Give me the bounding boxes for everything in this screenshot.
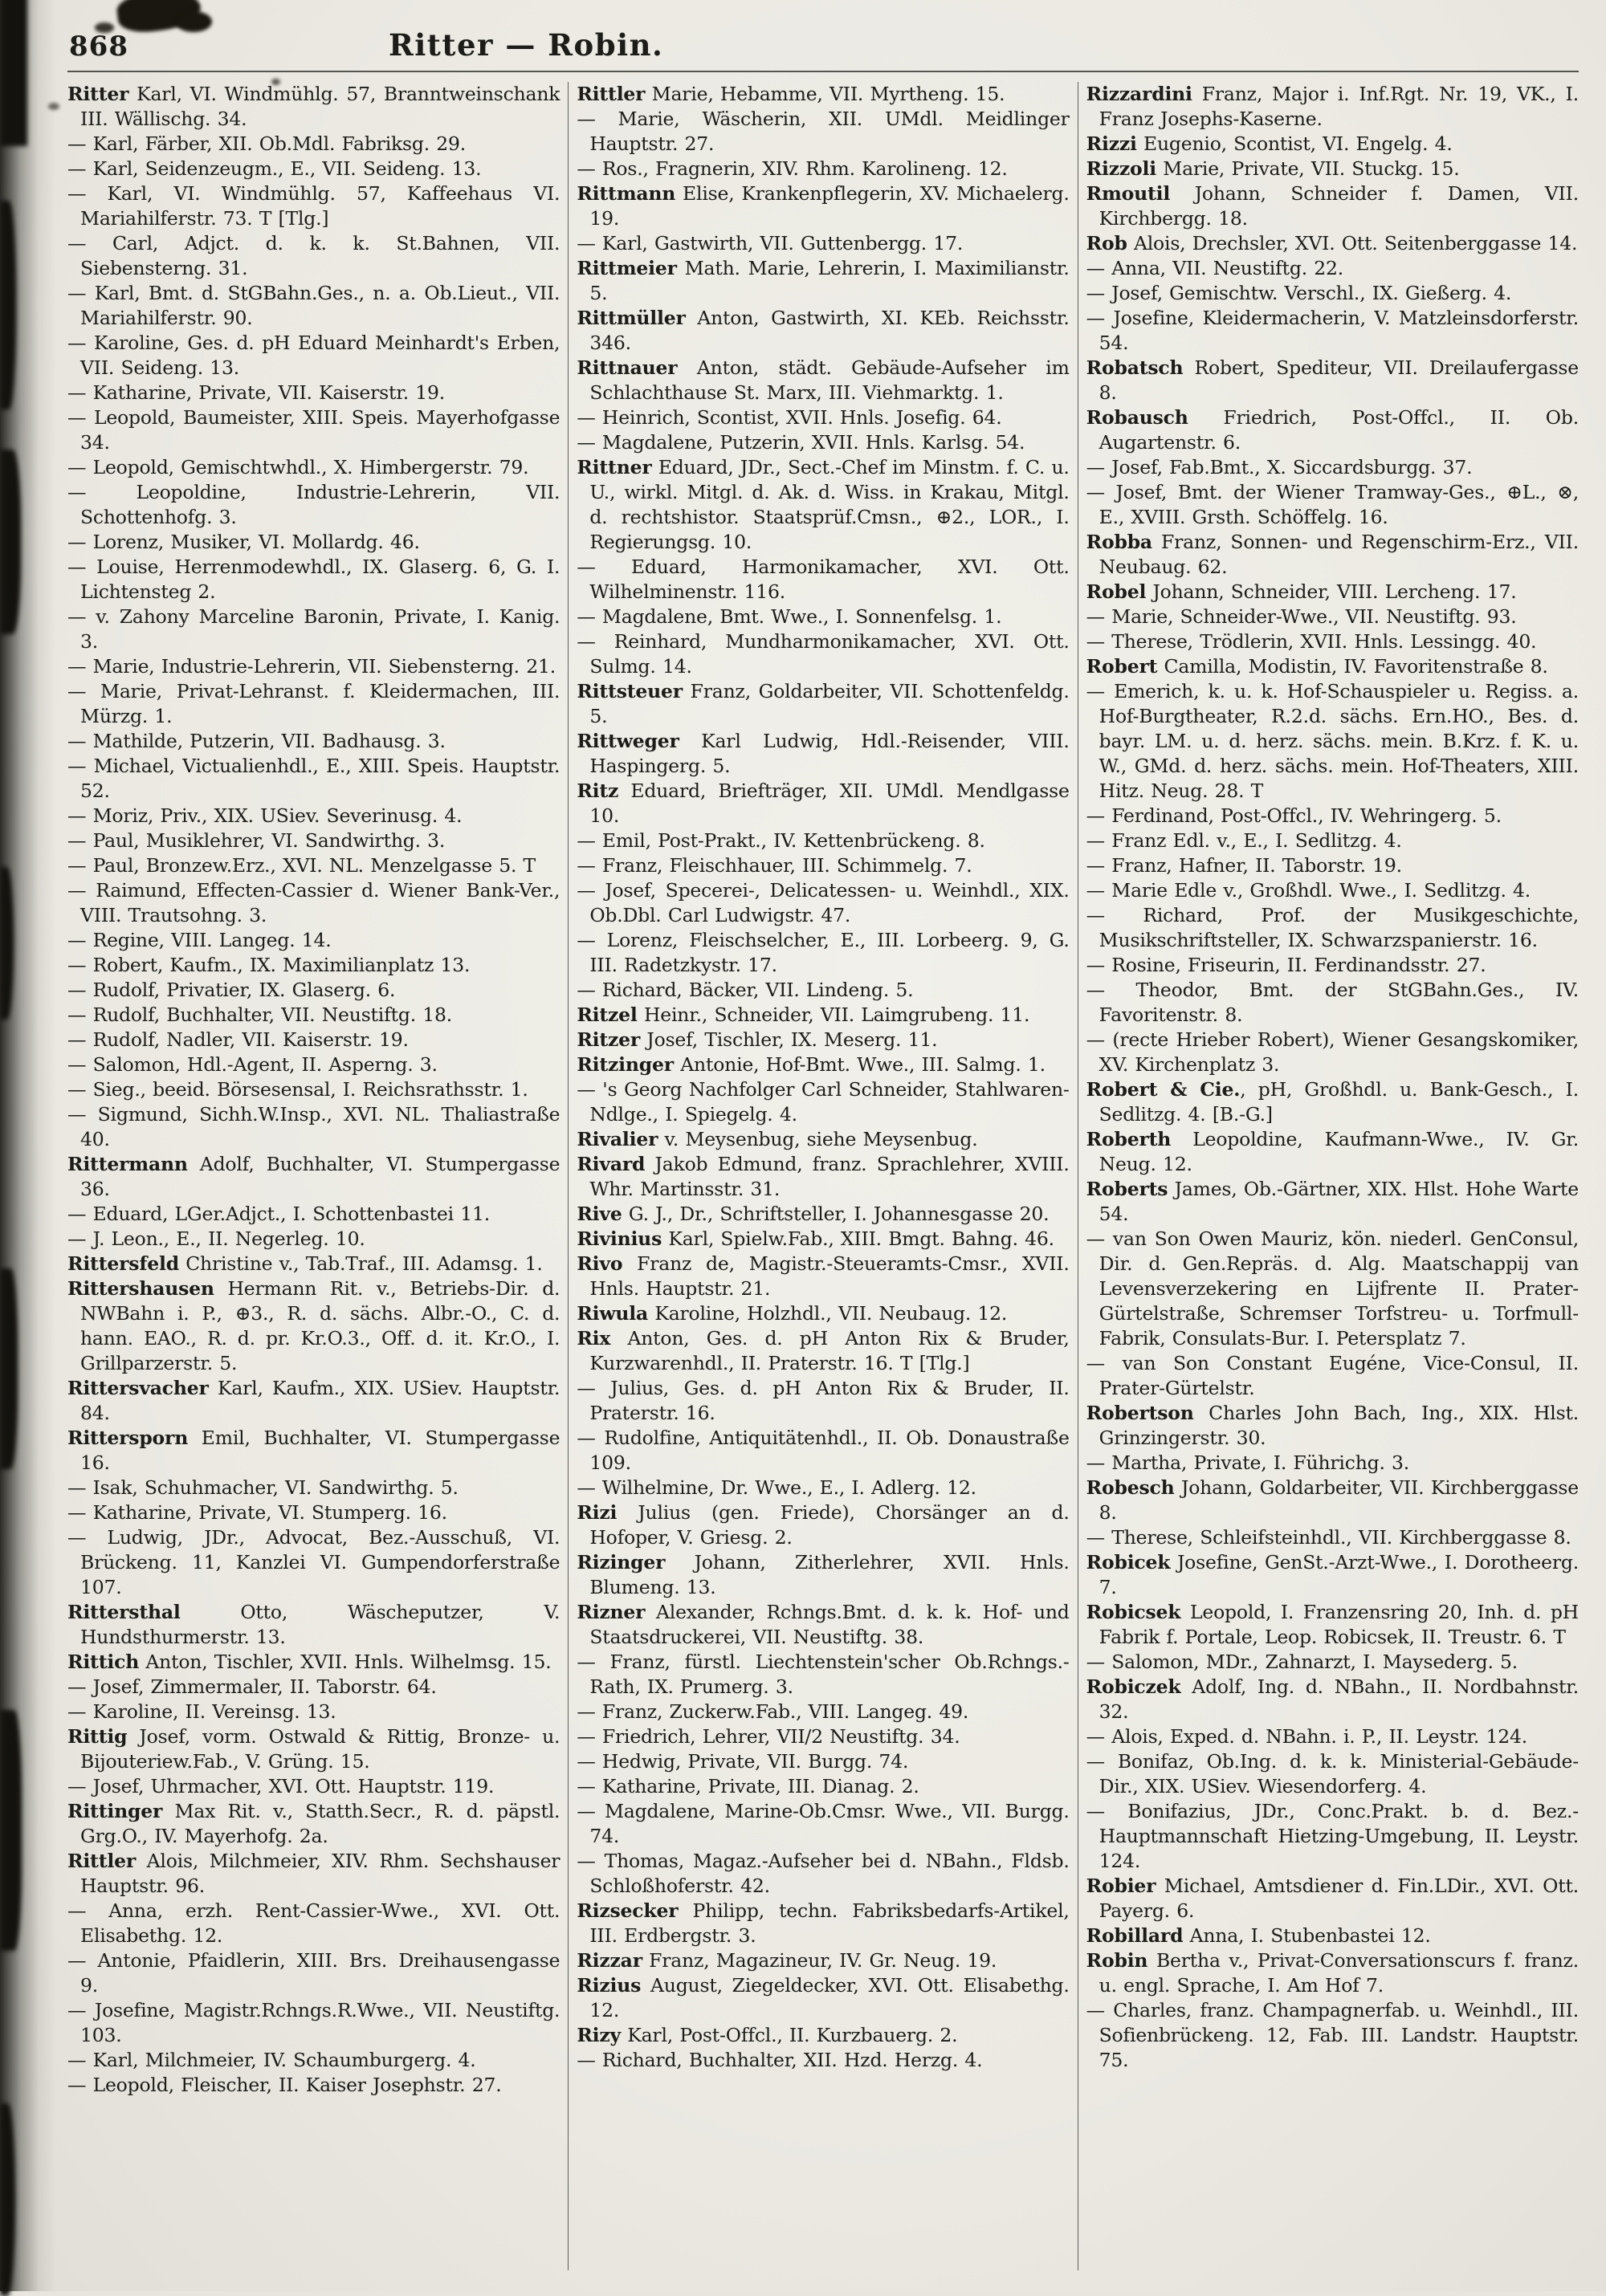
entry-headword: Rivalier [577, 1128, 658, 1150]
directory-entry: — Sigmund, Sichh.W.Insp., XVI. NL. Thaliastraße 40. [67, 1103, 560, 1150]
directory-entry: — v. Zahony Marceline Baronin, Private, I. Kanig. 3. [67, 605, 560, 653]
directory-entry: — Franz Edl. v., E., I. Sedlitzg. 4. [1086, 829, 1402, 852]
directory-entry: Robert Camilla, Modistin, IV. Favoritenstraße 8. [1086, 655, 1548, 678]
directory-entry: — Karl, Seidenzeugm., E., VII. Seideng. 13. [67, 157, 482, 180]
directory-entry: — Friedrich, Lehrer, VII/2 Neustiftg. 34. [577, 1725, 960, 1748]
entry-headword: Rittsteuer [577, 680, 683, 702]
entry-headword: Ritzel [577, 1003, 638, 1026]
column-2 [577, 82, 1069, 2270]
directory-entry: — Michael, Victualienhdl., E., XIII. Speis. Hauptstr. 52. [67, 755, 560, 802]
entry-headword: Rittnauer [577, 356, 678, 379]
entry-headword: Riwula [577, 1302, 649, 1325]
directory-entry: — Josef, Uhrmacher, XVI. Ott. Hauptstr. 119. [67, 1775, 495, 1797]
directory-entry: — Antonie, Pfaidlerin, XIII. Brs. Dreihausengasse 9. [67, 1949, 560, 1997]
directory-entry: — Bonifazius, JDr., Conc.Prakt. b. d. Bez.-Hauptmannschaft Hietzing-Umgebung, II. Leystr. 124. [1086, 1800, 1579, 1872]
entry-headword: Rmoutil [1086, 182, 1171, 205]
binding-blot [0, 0, 27, 146]
directory-entry: Ritzer Josef, Tischler, IX. Meserg. 11. [577, 1028, 938, 1051]
directory-entry: — Katharine, Private, III. Dianag. 2. [577, 1775, 919, 1797]
directory-entry: — Lorenz, Fleischselcher, E., III. Lorbeerg. 9, G. III. Radetzkystr. 17. [577, 929, 1070, 976]
entry-headword: Rittler [577, 83, 646, 105]
directory-entry: Rizzardini Franz, Major i. Inf.Rgt. Nr. 19, VK., I. Franz Josephs-Kaserne. [1086, 83, 1579, 130]
directory-entry: Ritzel Heinr., Schneider, VII. Laimgrubeng. 11. [577, 1003, 1030, 1026]
directory-entry: Rivalier v. Meysenbug, siehe Meysenbug. [577, 1128, 978, 1150]
directory-entry: — Rosine, Friseurin, II. Ferdinandsstr. 27. [1086, 954, 1486, 976]
directory-columns [67, 82, 1579, 2270]
entry-headword: Robel [1086, 580, 1147, 603]
directory-entry: — Marie, Privat-Lehranst. f. Kleidermachen, III. Mürzg. 1. [67, 680, 560, 727]
entry-headword: Rittmann [577, 182, 676, 205]
directory-entry: — Josefine, Magistr.Rchngs.R.Wwe., VII. Neustiftg. 103. [67, 1999, 560, 2046]
directory-entry: Rive G. J., Dr., Schriftsteller, I. Johannesgasse 20. [577, 1203, 1050, 1225]
directory-entry: — Leopold, Fleischer, II. Kaiser Josephstr. 27. [67, 2074, 502, 2096]
column-1 [67, 82, 560, 2270]
directory-entry: — Therese, Schleifsteinhdl., VII. Kirchberggasse 8. [1086, 1526, 1571, 1549]
entry-headword: Rittner [577, 456, 652, 478]
running-title: Ritter — Robin. [389, 27, 664, 63]
directory-entry: Rivo Franz de, Magistr.-Steueramts-Cmsr., XVII. Hnls. Hauptstr. 21. [577, 1252, 1070, 1300]
directory-entry: — Magdalene, Putzerin, XVII. Hnls. Karlsg. 54. [577, 431, 1025, 454]
directory-entry: — Karl, Gastwirth, VII. Guttenbergg. 17. [577, 232, 964, 254]
directory-entry: — Leopold, Baumeister, XIII. Speis. Mayerhofgasse 34. [67, 406, 560, 454]
directory-entry: — Isak, Schuhmacher, VI. Sandwirthg. 5. [67, 1476, 459, 1499]
directory-entry: — Martha, Private, I. Führichg. 3. [1086, 1451, 1410, 1474]
entry-headword: Robertson [1086, 1402, 1194, 1424]
directory-entry: Robatsch Robert, Spediteur, VII. Dreilaufergasse 8. [1086, 356, 1579, 404]
directory-entry: — Richard, Prof. der Musikgeschichte, Musikschriftsteller, IX. Schwarzspanierstr. 16. [1086, 904, 1579, 951]
directory-entry: — Salomon, MDr., Zahnarzt, I. Maysederg. 5. [1086, 1651, 1518, 1673]
entry-headword: Rob [1086, 232, 1127, 254]
directory-entry: — Karl, VI. Windmühlg. 57, Kaffeehaus VI. Mariahilferstr. 73. T [Tlg.] [67, 182, 560, 230]
directory-entry: — (recte Hrieber Robert), Wiener Gesangskomiker, XV. Kirchenplatz 3. [1086, 1028, 1579, 1076]
directory-entry: — Ros., Fragnerin, XIV. Rhm. Karolineng. 12. [577, 157, 1008, 180]
entry-headword: Rizzi [1086, 132, 1137, 155]
directory-entry: — Anna, erzh. Rent-Cassier-Wwe., XVI. Ott. Elisabethg. 12. [67, 1899, 560, 1947]
entry-headword: Roberth [1086, 1128, 1172, 1150]
directory-entry: — Ludwig, JDr., Advocat, Bez.-Ausschuß, VI. Brückeng. 11, Kanzlei VI. Gumpendorferstraße 107. [67, 1526, 560, 1598]
page-header [67, 27, 1579, 66]
directory-entry: — Karoline, Ges. d. pH Eduard Meinhardt's Erben, VII. Seideng. 13. [67, 332, 560, 379]
directory-entry: Rizsecker Philipp, techn. Fabriksbedarfs-Artikel, III. Erdbergstr. 3. [577, 1899, 1070, 1947]
directory-entry: — Leopold, Gemischtwhdl., X. Himbergerstr. 79. [67, 456, 529, 478]
directory-entry: Robillard Anna, I. Stubenbastei 12. [1086, 1924, 1431, 1947]
directory-entry: Rizy Karl, Post-Offcl., II. Kurzbauerg. 2. [577, 2024, 958, 2046]
directory-entry: — Thomas, Magaz.-Aufseher bei d. NBahn., Fldsb. Schloßhoferstr. 42. [577, 1850, 1070, 1897]
directory-entry: Rittersthal Otto, Wäscheputzer, V. Hundsthurmerstr. 13. [67, 1601, 560, 1648]
directory-entry: Rittmüller Anton, Gastwirth, XI. KEb. Reichsstr. 346. [577, 307, 1070, 354]
entry-headword: Rizinger [577, 1551, 666, 1573]
directory-entry: — Josef, Specerei-, Delicatessen- u. Weinhdl., XIX. Ob.Dbl. Carl Ludwigstr. 47. [577, 879, 1070, 926]
entry-headword: Rittershausen [67, 1277, 214, 1300]
directory-entry: Robba Franz, Sonnen- und Regenschirm-Erz., VII. Neubaug. 62. [1086, 531, 1579, 578]
entry-headword: Robesch [1086, 1476, 1175, 1499]
directory-entry: Rizner Alexander, Rchngs.Bmt. d. k. k. Hof- und Staatsdruckerei, VII. Neustiftg. 38. [577, 1601, 1070, 1648]
directory-entry: — Richard, Buchhalter, XII. Hzd. Herzg. 4. [577, 2049, 983, 2071]
binding-blot [0, 1268, 18, 1469]
directory-entry: — Anna, VII. Neustiftg. 22. [1086, 257, 1344, 279]
directory-entry: Rittershausen Hermann Rit. v., Betriebs-Dir. d. NWBahn i. P., ⊕3., R. d. sächs. Albr.-O., C. d. hann. EAO., R. d. pr. Kr.O.3., Off. d. it. Kr.O., I. Grillparzerstr. 5. [67, 1277, 560, 1374]
entry-headword: Rittersporn [67, 1427, 189, 1449]
directory-entry: — Alois, Exped. d. NBahn. i. P., II. Leystr. 124. [1086, 1725, 1527, 1748]
header-rule [67, 71, 1579, 72]
directory-entry: — Theodor, Bmt. der StGBahn.Ges., IV. Favoritenstr. 8. [1086, 979, 1579, 1026]
entry-headword: Ritzinger [577, 1053, 674, 1076]
entry-headword: Rittersfeld [67, 1252, 179, 1275]
directory-entry: Rob Alois, Drechsler, XVI. Ott. Seitenberggasse 14. [1086, 232, 1578, 254]
entry-headword: Robatsch [1086, 356, 1184, 379]
entry-headword: Rittich [67, 1651, 140, 1673]
entry-headword: Rittersthal [67, 1601, 181, 1623]
entry-headword: Robausch [1086, 406, 1188, 429]
entry-headword: Ritzer [577, 1028, 641, 1051]
entry-headword: Rizsecker [577, 1899, 679, 1922]
entry-headword: Rittermann [67, 1153, 188, 1175]
directory-entry: — Robert, Kaufm., IX. Maximilianplatz 13. [67, 954, 471, 976]
binding-blot [0, 867, 14, 1020]
entry-headword: Rizzoli [1086, 157, 1156, 180]
entry-headword: Robiczek [1086, 1675, 1181, 1698]
entry-headword: Rivard [577, 1153, 646, 1175]
directory-entry: Rix Anton, Ges. d. pH Anton Rix & Bruder, Kurzwarenhdl., II. Praterstr. 16. T [Tlg.] [577, 1327, 1070, 1374]
directory-entry: — Rudolf, Buchhalter, VII. Neustiftg. 18. [67, 1003, 453, 1026]
ink-speck [48, 103, 59, 110]
entry-headword: Robba [1086, 531, 1152, 553]
directory-entry: Roberth Leopoldine, Kaufmann-Wwe., IV. Gr. Neug. 12. [1086, 1128, 1579, 1175]
directory-entry: — van Son Owen Mauriz, kön. niederl. GenConsul, Dir. d. Gen.Repräs. d. Alg. Maatschappij van Levensverzekering en Lijfrente II. Prater-Gürtelstraße, Schremser Torfstreu- u. Torfmull-Fabrik, Consulats-Bur. I. Petersplatz 7. [1086, 1227, 1579, 1350]
directory-entry: Rittler Alois, Milchmeier, XIV. Rhm. Sechshauser Hauptstr. 96. [67, 1850, 560, 1897]
directory-entry: — 's Georg Nachfolger Carl Schneider, Stahlwaren-Ndlge., I. Spiegelg. 4. [577, 1078, 1070, 1126]
directory-entry: Rivard Jakob Edmund, franz. Sprachlehrer, XVIII. Whr. Martinsstr. 31. [577, 1153, 1070, 1200]
directory-entry: Robert & Cie., pH, Großhdl. u. Bank-Gesch., I. Sedlitzg. 4. [B.-G.] [1086, 1078, 1579, 1126]
directory-entry: Rittweger Karl Ludwig, Hdl.-Reisender, VIII. Haspingerg. 5. [577, 730, 1070, 777]
entry-headword: Rittler [67, 1850, 137, 1872]
directory-entry: — Magdalene, Bmt. Wwe., I. Sonnenfelsg. 1. [577, 605, 1002, 628]
directory-entry: Rittnauer Anton, städt. Gebäude-Aufseher im Schlachthause St. Marx, III. Viehmarktg. 1. [577, 356, 1070, 404]
entry-headword: Robert & Cie. [1086, 1078, 1241, 1101]
entry-headword: Rizius [577, 1974, 642, 1997]
directory-entry: — Franz, fürstl. Liechtenstein'scher Ob.Rchngs.-Rath, IX. Prumerg. 3. [577, 1651, 1070, 1698]
entry-headword: Rittmeier [577, 257, 677, 279]
directory-entry: — Paul, Bronzew.Erz., XVI. NL. Menzelgasse 5. T [67, 854, 536, 877]
directory-entry: Rivinius Karl, Spielw.Fab., XIII. Bmgt. Bahng. 46. [577, 1227, 1054, 1250]
directory-entry: Rittig Josef, vorm. Ostwald & Rittig, Bronze- u. Bijouteriew.Fab., V. Grüng. 15. [67, 1725, 560, 1773]
entry-headword: Rittig [67, 1725, 128, 1748]
directory-entry: Ritz Eduard, Briefträger, XII. UMdl. Mendlgasse 10. [577, 780, 1070, 827]
directory-entry: — Wilhelmine, Dr. Wwe., E., I. Adlerg. 12. [577, 1476, 976, 1499]
directory-entry: — Katharine, Private, VII. Kaiserstr. 19. [67, 381, 446, 404]
directory-entry: — Rudolf, Nadler, VII. Kaiserstr. 19. [67, 1028, 409, 1051]
directory-entry: — Charles, franz. Champagnerfab. u. Weinhdl., III. Sofienbrückeng. 12, Fab. III. Landstr. Hauptstr. 75. [1086, 1999, 1579, 2071]
directory-entry: — Julius, Ges. d. pH Anton Rix & Bruder, II. Praterstr. 16. [577, 1377, 1070, 1424]
directory-entry: Rittmann Elise, Krankenpflegerin, XV. Michaelerg. 19. [577, 182, 1070, 230]
entry-headword: Rittweger [577, 730, 679, 752]
directory-entry: Roberts James, Ob.-Gärtner, XIX. Hlst. Hohe Warte 54. [1086, 1178, 1579, 1225]
directory-entry: — Bonifaz, Ob.Ing. d. k. k. Ministerial-Gebäude-Dir., XIX. USiev. Wiesendorferg. 4. [1086, 1750, 1579, 1797]
directory-entry: — Marie, Industrie-Lehrerin, VII. Siebensterng. 21. [67, 655, 556, 678]
directory-entry: — Josef, Gemischtw. Verschl., IX. Gießerg. 4. [1086, 282, 1512, 304]
directory-entry: Robiczek Adolf, Ing. d. NBahn., II. Nordbahnstr. 32. [1086, 1675, 1579, 1723]
directory-entry: Ritzinger Antonie, Hof-Bmt. Wwe., III. Salmg. 1. [577, 1053, 1046, 1076]
entry-headword: Rizner [577, 1601, 646, 1623]
directory-entry: — J. Leon., E., II. Negerleg. 10. [67, 1227, 365, 1250]
directory-entry: Robicsek Leopold, I. Franzensring 20, Inh. d. pH Fabrik f. Portale, Leop. Robicsek, II. Treustr. 6. T [1086, 1601, 1579, 1648]
directory-entry: — Rudolf, Privatier, IX. Glaserg. 6. [67, 979, 396, 1001]
directory-entry: Rittich Anton, Tischler, XVII. Hnls. Wilhelmsg. 15. [67, 1651, 552, 1673]
directory-entry: Rizzi Eugenio, Scontist, VI. Engelg. 4. [1086, 132, 1453, 155]
directory-entry: Rittner Eduard, JDr., Sect.-Chef im Minstm. f. C. u. U., wirkl. Mitgl. d. Ak. d. Wiss. in Krakau, Mitgl. d. rechtshistor. Staatsprüf.Cmsn., ⊕2., LOR., I. Regierungsg. 10. [577, 456, 1070, 553]
directory-entry: — Rudolfine, Antiquitätenhdl., II. Ob. Donaustraße 109. [577, 1427, 1070, 1474]
directory-entry: Rittersfeld Christine v., Tab.Traf., III. Adamsg. 1. [67, 1252, 543, 1275]
binding-blot [0, 2103, 15, 2296]
entry-headword: Robicek [1086, 1551, 1171, 1573]
directory-entry: — Leopoldine, Industrie-Lehrerin, VII. Schottenhofg. 3. [67, 481, 560, 528]
column-3 [1086, 82, 1579, 2270]
entry-headword: Robicsek [1086, 1601, 1181, 1623]
directory-entry: Rittler Marie, Hebamme, VII. Myrtheng. 15. [577, 83, 1005, 105]
entry-headword: Rizi [577, 1501, 618, 1524]
entry-headword: Ritz [577, 780, 619, 802]
directory-entry: — Karl, Milchmeier, IV. Schaumburgerg. 4. [67, 2049, 476, 2071]
directory-entry: — Heinrich, Scontist, XVII. Hnls. Josefig. 64. [577, 406, 1002, 429]
entry-headword: Rittersvacher [67, 1377, 209, 1399]
binding-blot [0, 450, 21, 634]
page-number: 868 [69, 31, 128, 63]
directory-entry: — Josef, Zimmermaler, II. Taborstr. 64. [67, 1675, 437, 1698]
directory-entry: Robertson Charles John Bach, Ing., XIX. Hlst. Grinzingerstr. 30. [1086, 1402, 1579, 1449]
directory-entry: Rizzar Franz, Magazineur, IV. Gr. Neug. 19. [577, 1949, 997, 1972]
directory-entry: Rizinger Johann, Zitherlehrer, XVII. Hnls. Blumeng. 13. [577, 1551, 1070, 1598]
directory-entry: — Regine, VIII. Langeg. 14. [67, 929, 332, 951]
directory-entry: — Karl, Färber, XII. Ob.Mdl. Fabriksg. 29. [67, 132, 467, 155]
directory-entry: — Josef, Bmt. der Wiener Tramway-Ges., ⊕L., ⊗, E., XVIII. Grsth. Schöffelg. 16. [1086, 481, 1579, 528]
directory-entry: — Marie, Schneider-Wwe., VII. Neustiftg. 93. [1086, 605, 1517, 628]
directory-entry: — Magdalene, Marine-Ob.Cmsr. Wwe., VII. Burgg. 74. [577, 1800, 1070, 1847]
directory-entry: — Emil, Post-Prakt., IV. Kettenbrückeng. 8. [577, 829, 985, 852]
directory-entry: — Eduard, LGer.Adjct., I. Schottenbastei 11. [67, 1203, 490, 1225]
entry-headword: Rive [577, 1203, 622, 1225]
entry-headword: Ritter [67, 83, 129, 105]
entry-headword: Rizzardini [1086, 83, 1192, 105]
directory-entry: — Eduard, Harmonikamacher, XVI. Ott. Wilhelminenstr. 116. [577, 556, 1070, 603]
directory-entry: — Mathilde, Putzerin, VII. Badhausg. 3. [67, 730, 446, 752]
directory-entry: — Marie Edle v., Großhdl. Wwe., I. Sedlitzg. 4. [1086, 879, 1531, 902]
entry-headword: Rix [577, 1327, 611, 1350]
entry-headword: Rittinger [67, 1800, 163, 1822]
directory-entry: Rizi Julius (gen. Friede), Chorsänger an d. Hofoper, V. Griesg. 2. [577, 1501, 1070, 1549]
directory-entry: — Salomon, Hdl.-Agent, II. Asperng. 3. [67, 1053, 438, 1076]
entry-headword: Rizy [577, 2024, 621, 2046]
directory-entry: Rittermann Adolf, Buchhalter, VI. Stumpergasse 36. [67, 1153, 560, 1200]
directory-entry: — Carl, Adjct. d. k. k. St.Bahnen, VII. Siebensterng. 31. [67, 232, 560, 279]
directory-entry: — Franz, Fleischhauer, III. Schimmelg. 7. [577, 854, 972, 877]
directory-entry: — Karl, Bmt. d. StGBahn.Ges., n. a. Ob.Lieut., VII. Mariahilferstr. 90. [67, 282, 560, 329]
entry-headword: Rivinius [577, 1227, 662, 1250]
directory-entry: — Raimund, Effecten-Cassier d. Wiener Bank-Ver., VIII. Trautsohng. 3. [67, 879, 560, 926]
directory-entry: Rittmeier Math. Marie, Lehrerin, I. Maximilianstr. 5. [577, 257, 1070, 304]
directory-entry: Robin Bertha v., Privat-Conversationscurs f. franz. u. engl. Sprache, I. Am Hof 7. [1086, 1949, 1579, 1997]
directory-entry: Robesch Johann, Goldarbeiter, VII. Kirchberggasse 8. [1086, 1476, 1579, 1524]
entry-headword: Robillard [1086, 1924, 1184, 1947]
directory-entry: — Marie, Wäscherin, XII. UMdl. Meidlinger Hauptstr. 27. [577, 108, 1070, 155]
directory-entry: — Franz, Zuckerw.Fab., VIII. Langeg. 49. [577, 1700, 969, 1723]
directory-entry: Rittinger Max Rit. v., Statth.Secr., R. d. päpstl. Grg.O., IV. Mayerhofg. 2a. [67, 1800, 560, 1847]
directory-entry: — Josefine, Kleidermacherin, V. Matzleinsdorferstr. 54. [1086, 307, 1579, 354]
directory-entry: — Reinhard, Mundharmonikamacher, XVI. Ott. Sulmg. 14. [577, 630, 1070, 678]
directory-entry: Riwula Karoline, Holzhdl., VII. Neubaug. 12. [577, 1302, 1008, 1325]
directory-entry: — Karoline, II. Vereinsg. 13. [67, 1700, 336, 1723]
directory-entry: Robel Johann, Schneider, VIII. Lercheng. 17. [1086, 580, 1517, 603]
directory-entry: Rizius August, Ziegeldecker, XVI. Ott. Elisabethg. 12. [577, 1974, 1070, 2021]
directory-entry: — van Son Constant Eugéne, Vice-Consul, II. Prater-Gürtelstr. [1086, 1352, 1579, 1399]
directory-entry: Ritter Karl, VI. Windmühlg. 57, Branntweinschank III. Wällischg. 34. [67, 83, 560, 130]
entry-headword: Robert [1086, 655, 1158, 678]
directory-entry: Robausch Friedrich, Post-Offcl., II. Ob. Augartenstr. 6. [1086, 406, 1579, 454]
directory-entry: — Josef, Fab.Bmt., X. Siccardsburgg. 37. [1086, 456, 1473, 478]
directory-entry: — Sieg., beeid. Börsesensal, I. Reichsrathsstr. 1. [67, 1078, 528, 1101]
column-divider-1 [568, 82, 569, 2270]
binding-blot [0, 1710, 22, 1951]
entry-headword: Rizzar [577, 1949, 642, 1972]
directory-entry: Rmoutil Johann, Schneider f. Damen, VII. Kirchbergg. 18. [1086, 182, 1579, 230]
directory-entry: — Richard, Bäcker, VII. Lindeng. 5. [577, 979, 914, 1001]
directory-entry: — Louise, Herrenmodewhdl., IX. Glaserg. 6, G. I. Lichtensteg 2. [67, 556, 560, 603]
directory-entry: — Paul, Musiklehrer, VI. Sandwirthg. 3. [67, 829, 446, 852]
directory-entry: — Emerich, k. u. k. Hof-Schauspieler u. Regiss. a. Hof-Burgtheater, R.2.d. sächs. Ern.HO., Bes. d. bayr. LM. u. d. herz. sächs. mein. B.Krz. f. K. u. W., GMd. d. herz. sächs. mein. Hof-Theaters, XIII. Hitz. Neug. 28. T [1086, 680, 1579, 802]
entry-headword: Rittmüller [577, 307, 686, 329]
entry-headword: Rivo [577, 1252, 623, 1275]
directory-entry: Robier Michael, Amtsdiener d. Fin.LDir., XVI. Ott. Payerg. 6. [1086, 1875, 1579, 1922]
directory-entry: — Katharine, Private, VI. Stumperg. 16. [67, 1501, 447, 1524]
directory-entry: — Hedwig, Private, VII. Burgg. 74. [577, 1750, 909, 1773]
entry-headword: Robier [1086, 1875, 1156, 1897]
directory-entry: Rittersvacher Karl, Kaufm., XIX. USiev. Hauptstr. 84. [67, 1377, 560, 1424]
directory-entry: Rittersporn Emil, Buchhalter, VI. Stumpergasse 16. [67, 1427, 560, 1474]
directory-entry: Rittsteuer Franz, Goldarbeiter, VII. Schottenfeldg. 5. [577, 680, 1070, 727]
binding-blot [0, 201, 16, 409]
directory-entry: — Ferdinand, Post-Offcl., IV. Wehringerg. 5. [1086, 804, 1502, 827]
entry-headword: Roberts [1086, 1178, 1168, 1200]
entry-headword: Robin [1086, 1949, 1148, 1972]
directory-entry: — Moriz, Priv., XIX. USiev. Severinusg. 4. [67, 804, 463, 827]
directory-entry: — Therese, Trödlerin, XVII. Hnls. Lessingg. 40. [1086, 630, 1537, 653]
directory-entry: Rizzoli Marie, Private, VII. Stuckg. 15. [1086, 157, 1460, 180]
directory-entry: — Franz, Hafner, II. Taborstr. 19. [1086, 854, 1402, 877]
directory-entry: Robicek Josefine, GenSt.-Arzt-Wwe., I. Dorotheerg. 7. [1086, 1551, 1579, 1598]
directory-entry: — Lorenz, Musiker, VI. Mollardg. 46. [67, 531, 420, 553]
